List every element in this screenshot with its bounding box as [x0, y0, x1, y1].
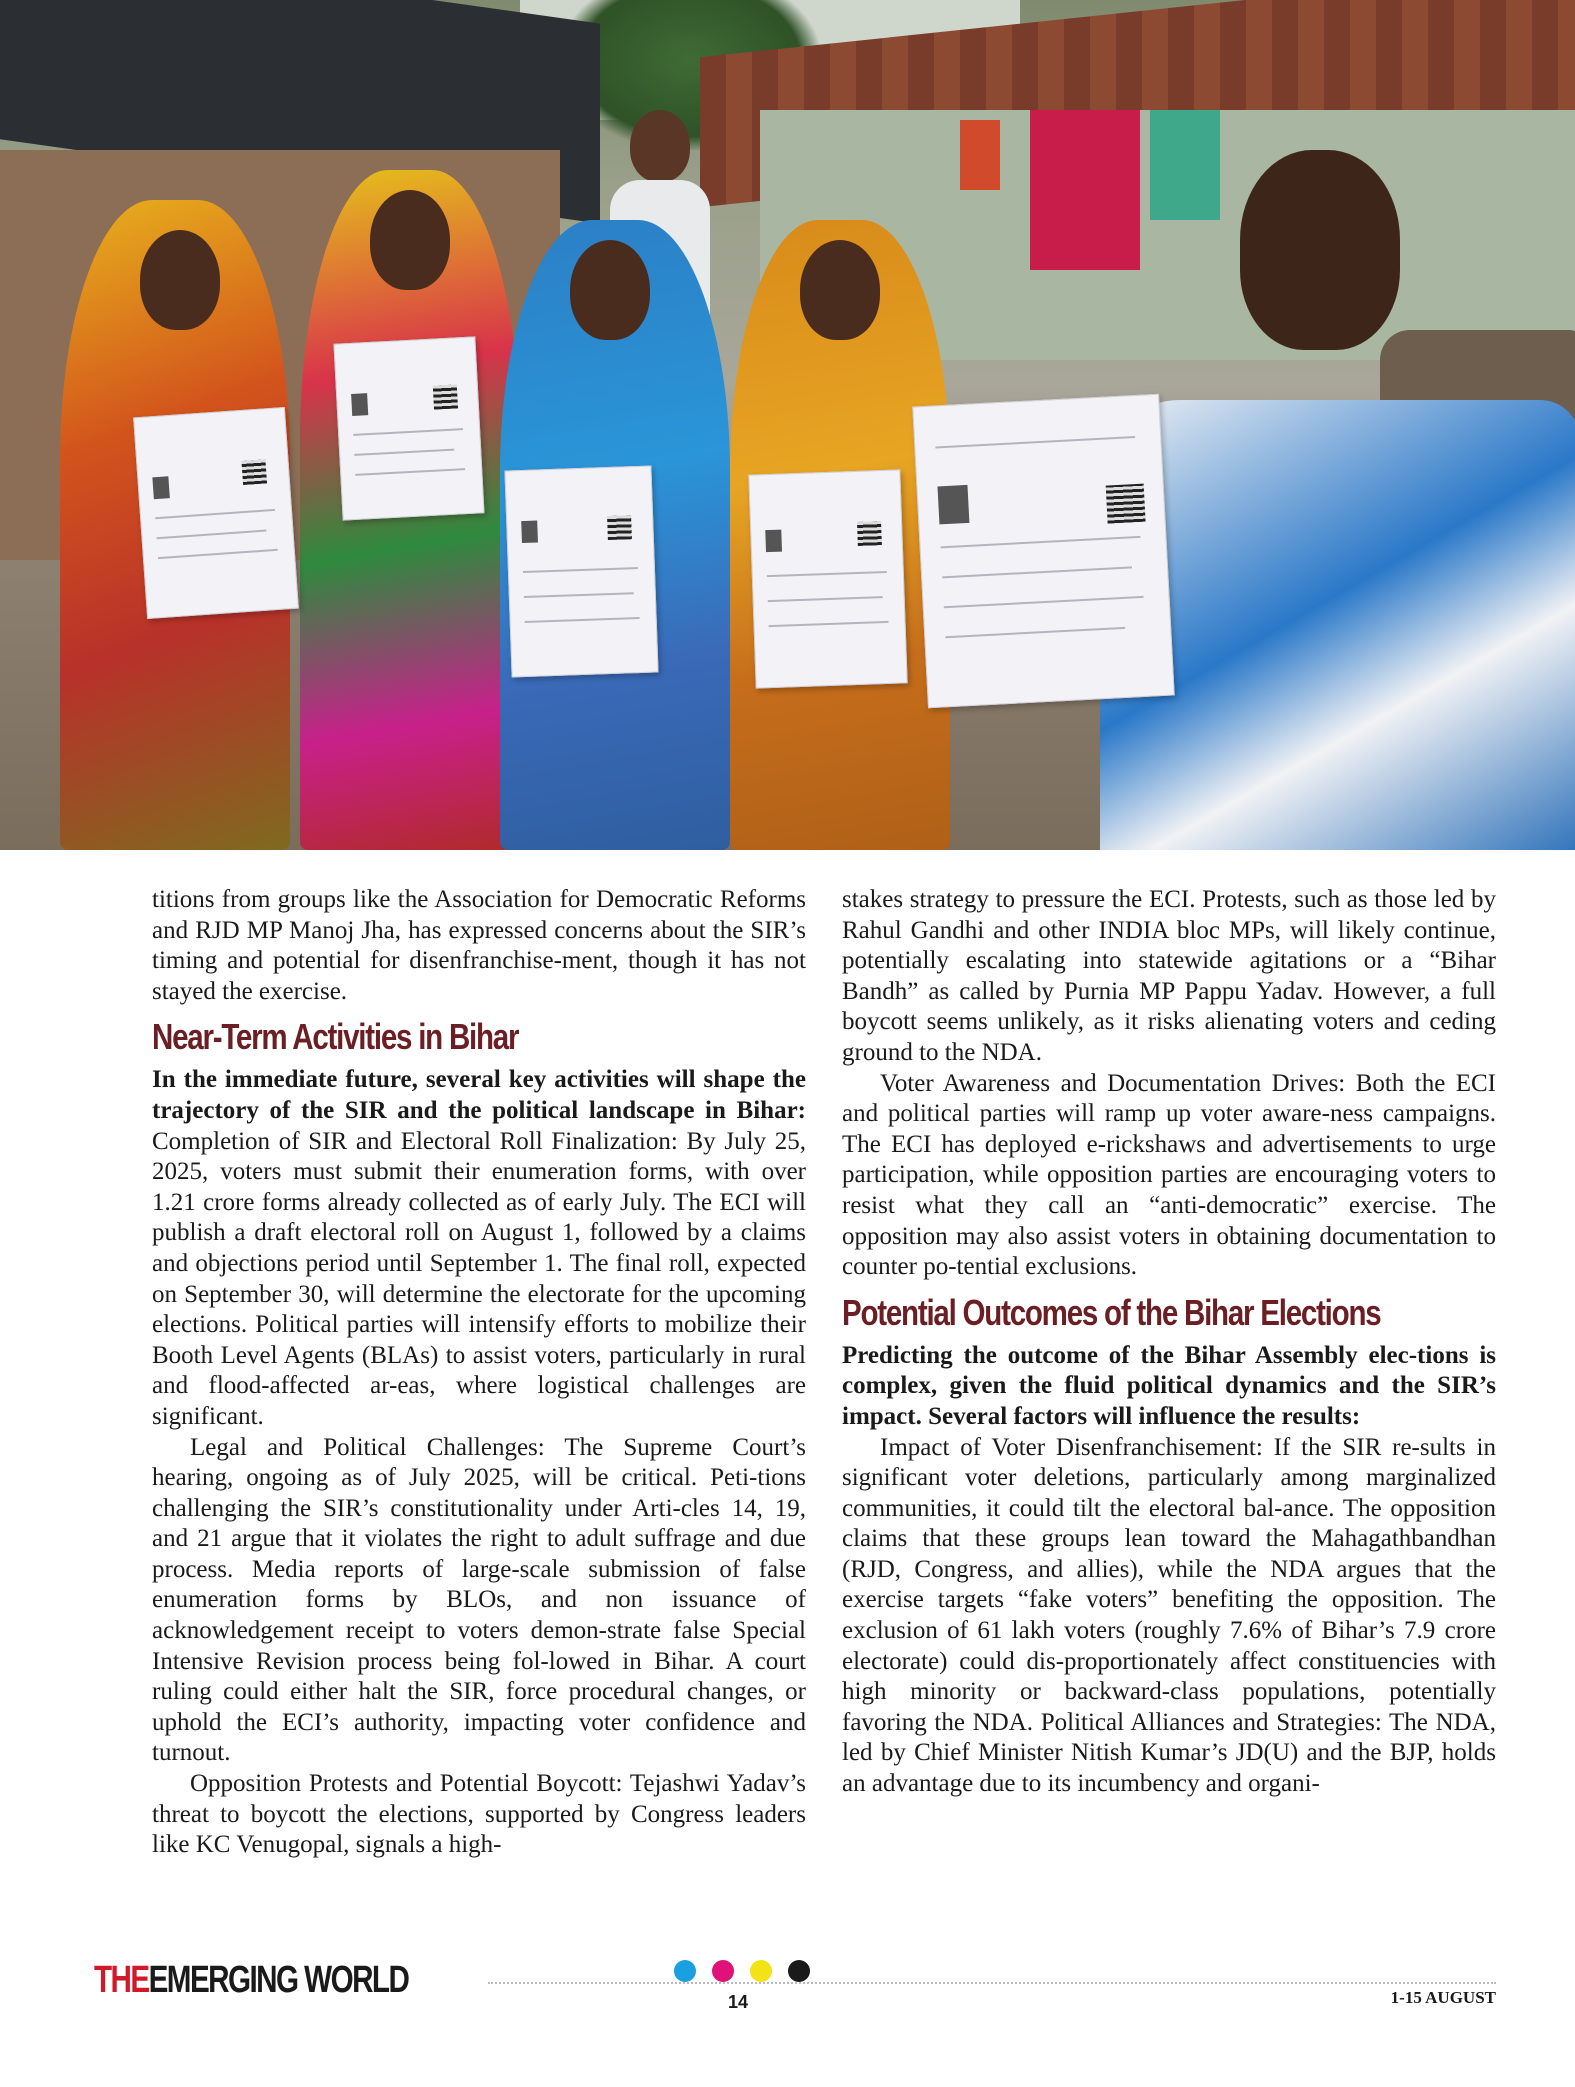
section-heading: Potential Outcomes of the Bihar Elections	[842, 1291, 1381, 1333]
paragraph	[152, 1065, 806, 1432]
magenta-dot	[712, 1960, 734, 1982]
lead-text: In the immediate future, several key activities will shape the trajectory of the SIR and the political landscape in Bihar:	[152, 1066, 806, 1124]
paragraph: titions from groups like the Association for Democratic Reforms and RJD MP Manoj Jha, has expressed concerns about the SIR’s timing and potential for disenfranchise-ment, though it has not stayed the exercise.	[152, 886, 806, 1005]
enumeration-form	[912, 394, 1174, 709]
publication-masthead	[94, 1958, 408, 2002]
footer-divider	[488, 1982, 1496, 1984]
cyan-dot	[674, 1960, 696, 1982]
issue-date: 1-15 AUGUST	[1390, 1988, 1496, 2007]
paragraph: Impact of Voter Disenfranchisement: If the SIR re-sults in significant voter deletions, particularly among marginalized communities, it could tilt the electoral bal-ance. The opposition claims that these groups lean toward the Mahagathbandhan (RJD, Congress, and allies), while the NDA argues that the exercise targets “fake voters” benefiting the opposition. The exclusion of 61 lakh voters (roughly 7.6% of Bihar’s 7.9 crore electorate) could dis-proportionately affect constituencies with high minority or backward-class populations, potentially favoring the NDA. Political Alliances and Strategies: The NDA, led by Chief Minister Nitish Kumar’s JD(U) and the BJP, holds an advantage due to its incumbency and organi-	[842, 1433, 1496, 1798]
enumeration-form	[133, 407, 299, 619]
section-heading: Near-Term Activities in Bihar	[152, 1016, 519, 1058]
hanging-cloth	[960, 120, 1000, 190]
paragraph: stakes strategy to pressure the ECI. Protests, such as those led by Rahul Gandhi and other INDIA bloc MPs, will likely continue, potentially escalating into statewide agitations or a “Bihar Bandh” as called by Purnia MP Pappu Yadav. However, a full boycott seems unlikely, as it risks alienating voters and ceding ground to the NDA.	[842, 886, 1496, 1066]
article-column-right	[842, 885, 1496, 1800]
enumeration-form	[504, 465, 658, 677]
black-dot	[788, 1960, 810, 1982]
article-column-left	[152, 885, 806, 1861]
masthead-name: EMERGING WORLD	[148, 1959, 409, 2001]
paragraph: Voter Awareness and Documentation Drives: Both the ECI and political parties will ramp up voter aware-ness campaigns. The ECI has deployed e-rickshaws and advertisements to urge participation, while opposition parties are encouraging voters to resist what they call an “anti-democratic” exercise. The opposition may also assist voters in obtaining documentation to counter po-tential exclusions.	[842, 1069, 1496, 1281]
hanging-cloth	[1150, 110, 1220, 220]
enumeration-form	[333, 336, 484, 520]
lead-paragraph: Predicting the outcome of the Bihar Assembly elec-tions is complex, given the fluid political dynamics and the SIR’s impact. Several factors will influence the results:	[842, 1341, 1496, 1430]
yellow-dot	[750, 1960, 772, 1982]
enumeration-form	[748, 469, 907, 688]
print-registration-dots	[674, 1960, 810, 1982]
paragraph: Legal and Political Challenges: The Supreme Court’s hearing, ongoing as of July 2025, will be critical. Peti-tions challenging the SIR’s constitutionality under Arti-cles 14, 19, and 21 argue that it violates the right to adult suffrage and due process. Media reports of large-scale submission of false enumeration forms by BLOs, and non issuance of acknowledgement receipt to voters demon-strate false Special Intensive Revision process being fol-lowed in Bihar. A court ruling could either halt the SIR, force procedural changes, or uphold the ECI’s authority, impacting voter confidence and turnout.	[152, 1433, 806, 1767]
hanging-cloth	[1030, 110, 1140, 270]
paragraph: Opposition Protests and Potential Boycott: Tejashwi Yadav’s threat to boycott the elections, supported by Congress leaders like KC Venugopal, signals a high-	[152, 1770, 806, 1859]
paragraph-text: Completion of SIR and Electoral Roll Finalization: By July 25, 2025, voters must submit their enumeration forms, with over 1.21 crore forms already collected as of early July. The ECI will publish a draft electoral roll on August 1, followed by a claims and objections period until September 1. The final roll, expected on September 30, will determine the electorate for the upcoming elections. Political parties will intensify efforts to mobilize their Booth Level Agents (BLAs) to assist voters, particularly in rural and flood-affected ar-eas, where logistical challenges are significant.	[152, 1127, 806, 1430]
article-photo	[0, 0, 1575, 850]
masthead-the: THE	[94, 1959, 149, 2001]
page-number: 14	[728, 1992, 749, 2012]
